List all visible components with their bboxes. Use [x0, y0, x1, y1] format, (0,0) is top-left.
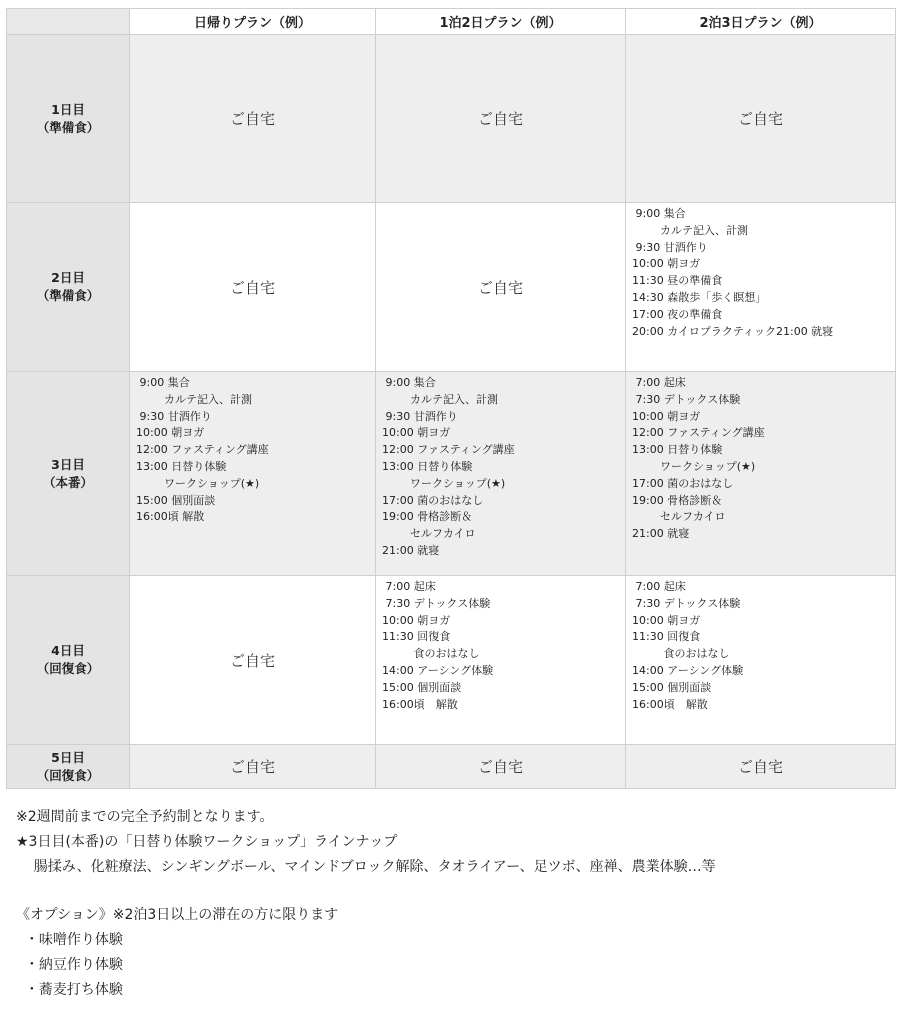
schedule-item: 17:00 夜の準備食 [632, 307, 723, 321]
day-label-cell [7, 35, 130, 203]
home-cell: ご自宅 [626, 745, 896, 789]
home-cell: ご自宅 [130, 576, 376, 745]
day-label-cell [7, 203, 130, 372]
schedule-item: 10:00 朝ヨガ [632, 613, 701, 627]
schedule-item: ワークショップ(★) [382, 476, 506, 490]
home-cell: ご自宅 [376, 35, 626, 203]
schedule-list [376, 576, 625, 713]
schedule-item: 14:30 森散歩「歩く瞑想」 [632, 290, 767, 304]
day-number: 1日目 [51, 101, 85, 117]
schedule-item: 13:00 日替り体験 [136, 459, 227, 473]
schedule-cell [626, 203, 896, 372]
schedule-list [626, 372, 895, 543]
schedule-item: 9:00 集合 [136, 376, 190, 389]
schedule-item: 7:00 起床 [632, 580, 686, 593]
schedule-cell [626, 372, 896, 576]
notes-section [16, 805, 896, 1003]
schedule-item: 16:00頃 解散 [136, 510, 205, 524]
schedule-cell [376, 576, 626, 745]
schedule-item: 7:00 起床 [382, 580, 436, 593]
plan-header-day-trip: 日帰りプラン（例） [130, 9, 376, 35]
home-cell: ご自宅 [376, 203, 626, 372]
workshop-list: 腸揉み、化粧療法、シンギングボール、マインドブロック解除、タオライアー、足ツボ、座禅、農業体験…等 [16, 859, 716, 875]
schedule-item: 21:00 就寝 [382, 543, 440, 557]
option-item: ・蕎麦打ち体験 [16, 982, 123, 998]
day-label-cell [7, 576, 130, 745]
schedule-list [376, 372, 625, 560]
schedule-item: 19:00 骨格診断＆ [632, 493, 723, 507]
schedule-item: 17:00 菌のおはなし [382, 493, 484, 507]
schedule-item: 11:30 回復食 [382, 630, 451, 644]
reservation-note: ※2週間前までの完全予約制となります。 [16, 809, 274, 825]
schedule-item: 9:30 甘酒作り [382, 409, 458, 423]
schedule-item: 16:00頃 解散 [382, 697, 458, 711]
schedule-item: 9:30 甘酒作り [632, 240, 708, 254]
schedule-item: 19:00 骨格診断＆ [382, 510, 473, 524]
day-label-cell [7, 372, 130, 576]
schedule-item: カルテ記入、計測 [382, 392, 498, 406]
schedule-item: 9:00 集合 [382, 376, 436, 389]
schedule-item: 7:00 起床 [632, 376, 686, 389]
schedule-item: 21:00 就寝 [632, 527, 690, 541]
workshop-title: ★3日目(本番)の「日替り体験ワークショップ」ラインナップ [16, 834, 398, 850]
schedule-cell [626, 576, 896, 745]
schedule-item: 13:00 日替り体験 [632, 443, 723, 457]
schedule-item: 10:00 朝ヨガ [136, 426, 205, 440]
schedule-item: 10:00 朝ヨガ [382, 426, 451, 440]
day-number: 5日目 [51, 749, 85, 765]
schedule-item: 12:00 ファスティング講座 [382, 443, 515, 457]
schedule-item: 14:00 アーシング体験 [632, 663, 744, 677]
schedule-item: 7:30 デトックス体験 [632, 392, 741, 406]
schedule-item: 食のおはなし [632, 647, 730, 661]
day-phase: （準備食） [36, 288, 100, 303]
home-cell: ご自宅 [626, 35, 896, 203]
schedule-item: 12:00 ファスティング講座 [136, 443, 269, 457]
table-row [7, 203, 896, 372]
day-number: 4日目 [51, 643, 85, 658]
schedule-list [626, 203, 895, 340]
schedule-item: 10:00 朝ヨガ [632, 257, 701, 271]
day-phase: （回復食） [36, 661, 100, 676]
schedule-cell [376, 372, 626, 576]
option-title: 《オプション》※2泊3日以上の滞在の方に限ります [16, 907, 339, 923]
schedule-item: 11:30 昼の準備食 [632, 274, 723, 288]
schedule-table [6, 8, 896, 789]
schedule-item: ワークショップ(★) [632, 459, 756, 473]
day-phase: （本番） [42, 474, 93, 490]
schedule-item: 7:30 デトックス体験 [382, 596, 491, 610]
home-cell: ご自宅 [376, 745, 626, 789]
schedule-item: 11:30 回復食 [632, 630, 701, 644]
schedule-item: 13:00 日替り体験 [382, 459, 473, 473]
schedule-item: ワークショップ(★) [136, 476, 260, 490]
day-phase: （準備食） [36, 119, 100, 135]
option-item: ・味噌作り体験 [16, 932, 123, 948]
table-row [7, 745, 896, 789]
schedule-item: 7:30 デトックス体験 [632, 596, 741, 610]
spacer [16, 880, 896, 903]
schedule-item: セルフカイロ [632, 510, 726, 524]
schedule-item: 12:00 ファスティング講座 [632, 426, 765, 440]
header-row [7, 9, 896, 35]
home-cell: ご自宅 [130, 35, 376, 203]
schedule-item: カルテ記入、計測 [136, 392, 252, 406]
schedule-item: 17:00 菌のおはなし [632, 476, 734, 490]
day-phase: （回復食） [36, 767, 100, 783]
table-row [7, 576, 896, 745]
schedule-cell [130, 372, 376, 576]
schedule-item: 15:00 個別面談 [632, 680, 712, 694]
day-number: 3日目 [51, 456, 85, 472]
schedule-item: 9:00 集合 [632, 207, 686, 220]
schedule-item: 10:00 朝ヨガ [382, 613, 451, 627]
day-number: 2日目 [51, 270, 85, 285]
schedule-list [626, 576, 895, 713]
schedule-item: 10:00 朝ヨガ [632, 409, 701, 423]
schedule-list [130, 372, 375, 526]
schedule-item: 食のおはなし [382, 647, 480, 661]
schedule-item: 20:00 カイロプラクティック21:00 就寝 [632, 324, 834, 338]
table-row [7, 35, 896, 203]
header-corner [7, 9, 130, 35]
schedule-item: 14:00 アーシング体験 [382, 663, 494, 677]
home-cell: ご自宅 [130, 203, 376, 372]
table-row [7, 372, 896, 576]
plan-header-2-nights: 2泊3日プラン（例） [626, 9, 896, 35]
home-cell: ご自宅 [130, 745, 376, 789]
schedule-item: 16:00頃 解散 [632, 697, 708, 711]
schedule-item: 15:00 個別面談 [382, 680, 462, 694]
option-item: ・納豆作り体験 [16, 957, 123, 973]
schedule-item: 9:30 甘酒作り [136, 409, 212, 423]
schedule-item: 15:00 個別面談 [136, 493, 216, 507]
schedule-item: セルフカイロ [382, 527, 476, 541]
plan-header-1-night: 1泊2日プラン（例） [376, 9, 626, 35]
day-label-cell [7, 745, 130, 789]
schedule-item: カルテ記入、計測 [632, 223, 748, 237]
